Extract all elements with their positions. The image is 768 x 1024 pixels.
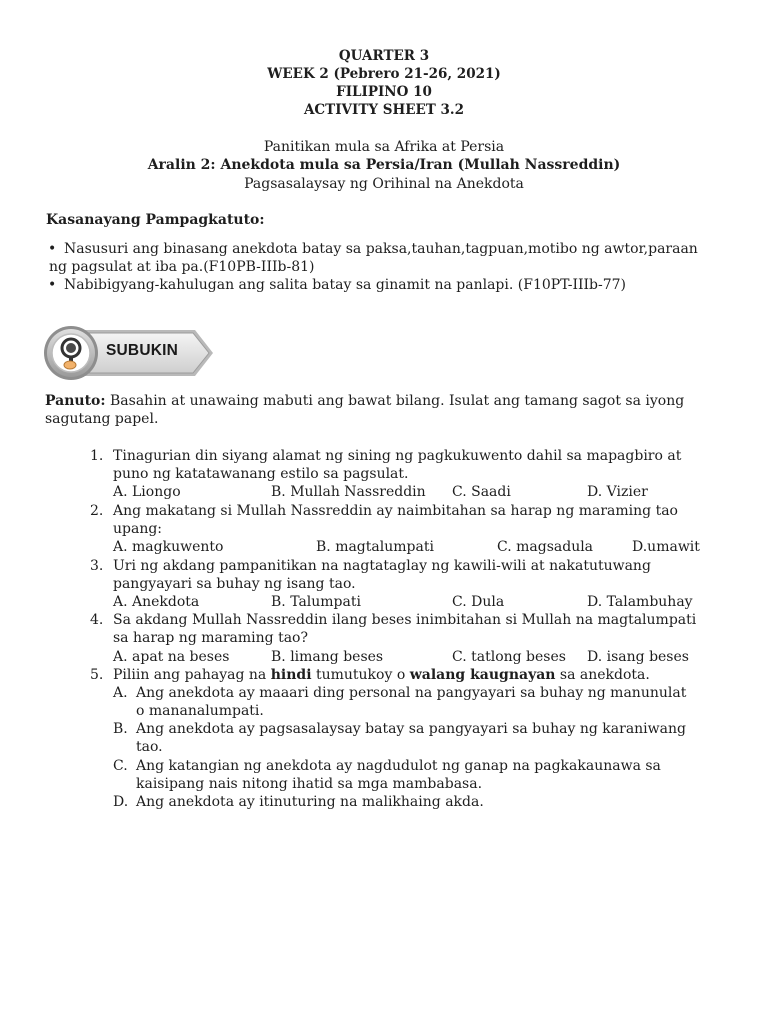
choice-a: A. apat na beses — [113, 649, 230, 665]
choice-letter: A. — [113, 685, 128, 701]
choice-c: C. magsadula — [497, 539, 594, 555]
question-text: Uri ng akdang pampanitikan na nagtataglay ng kawili-wili at nakatutuwang — [113, 558, 651, 574]
choice-c: C. tatlong beses — [452, 649, 566, 665]
choice-c: C. Dula — [452, 594, 505, 610]
competency-item-cont: ng pagsulat at iba pa.(F10PB-IIIb-81) — [49, 259, 315, 275]
question-number: 2. — [90, 503, 104, 519]
magnifying-glass-icon — [55, 335, 89, 371]
choice-text: Ang katangian ng anekdota ay nagdudulot ng ganap na pagkakaunawa sa — [136, 758, 661, 774]
question-text-part: sa anekdota. — [555, 667, 650, 683]
emphasis-walang-kaugnayan: walang kaugnayan — [409, 667, 556, 683]
choice-letter: C. — [113, 758, 128, 774]
choice-b: B. Talumpati — [271, 594, 361, 610]
choice-text-cont: tao. — [136, 739, 163, 755]
question-number: 1. — [90, 448, 104, 464]
week-label: WEEK 2 (Pebrero 21-26, 2021) — [267, 66, 501, 82]
competency-item: Nasusuri ang binasang anekdota batay sa paksa,tauhan,tagpuan,motibo ng awtor,paraan — [64, 241, 698, 257]
question-number: 3. — [90, 558, 104, 574]
choice-text-cont: kaisipang nais nitong ihatid sa mga mambabasa. — [136, 776, 483, 792]
instructions-label: Panuto: — [45, 393, 106, 409]
choice-a: A. Liongo — [113, 484, 181, 500]
quarter-label: QUARTER 3 — [338, 48, 430, 64]
choice-letter: B. — [113, 721, 128, 737]
bullet-icon: • — [48, 241, 57, 257]
question-text-cont: upang: — [113, 521, 163, 537]
competencies-heading: Kasanayang Pampagkatuto: — [46, 212, 265, 228]
subukin-section-button[interactable] — [40, 322, 220, 384]
lesson-subtitle: Pagsasalaysay ng Orihinal na Anekdota — [244, 176, 524, 192]
activity-label: ACTIVITY SHEET 3.2 — [303, 102, 465, 118]
bullet-icon: • — [48, 277, 57, 293]
question-text-cont: puno ng katatawanang estilo sa pagsulat. — [113, 466, 409, 482]
instructions-line2: sagutang papel. — [45, 411, 159, 427]
emphasis-hindi: hindi — [270, 667, 312, 683]
choice-text-cont: o mananalumpati. — [136, 703, 264, 719]
subject-label: FILIPINO 10 — [336, 84, 432, 100]
question-text-part: tumutukoy o — [311, 667, 410, 683]
lesson-topic: Panitikan mula sa Afrika at Persia — [263, 139, 505, 155]
choice-b: B. Mullah Nassreddin — [271, 484, 426, 500]
choice-b: B. magtalumpati — [316, 539, 434, 555]
question-text-cont: pangyayari sa buhay ng isang tao. — [113, 576, 356, 592]
question-text-part: Piliin ang pahayag na — [113, 667, 271, 683]
choice-a: A. magkuwento — [113, 539, 224, 555]
choice-d: D. Vizier — [587, 484, 648, 500]
choice-a: A. Anekdota — [113, 594, 200, 610]
choice-d: D. Talambuhay — [587, 594, 693, 610]
question-text: Tinagurian din siyang alamat ng sining ng pagkukuwento dahil sa mapagbiro at — [113, 448, 682, 464]
question-text — [113, 666, 650, 684]
choice-letter: D. — [113, 794, 129, 810]
choice-text: Ang anekdota ay maaari ding personal na pangyayari sa buhay ng manunulat — [136, 685, 687, 701]
question-number: 4. — [90, 612, 104, 628]
choice-text: Ang anekdota ay pagsasalaysay batay sa pangyayari sa buhay ng karaniwang — [136, 721, 686, 737]
question-number: 5. — [90, 667, 104, 683]
question-text: Sa akdang Mullah Nassreddin ilang beses inimbitahan si Mullah na magtalumpati — [113, 612, 697, 628]
choice-d: D.umawit — [632, 539, 700, 555]
subukin-label: SUBUKIN — [106, 342, 179, 359]
choice-c: C. Saadi — [452, 484, 511, 500]
question-text-cont: sa harap ng maraming tao? — [113, 630, 308, 646]
instructions-line1 — [45, 392, 684, 410]
question-text: Ang makatang si Mullah Nassreddin ay naimbitahan sa harap ng maraming tao — [113, 503, 678, 519]
competency-item: Nabibigyang-kahulugan ang salita batay sa ginamit na panlapi. (F10PT-IIIb-77) — [64, 277, 627, 293]
choice-text: Ang anekdota ay itinuturing na malikhaing akda. — [136, 794, 484, 810]
choice-b: B. limang beses — [271, 649, 384, 665]
lesson-title: Aralin 2: Anekdota mula sa Persia/Iran (Mullah Nassreddin) — [147, 157, 621, 173]
instructions-text: Basahin at unawaing mabuti ang bawat bilang. Isulat ang tamang sagot sa iyong — [110, 393, 685, 409]
choice-d: D. isang beses — [587, 649, 689, 665]
